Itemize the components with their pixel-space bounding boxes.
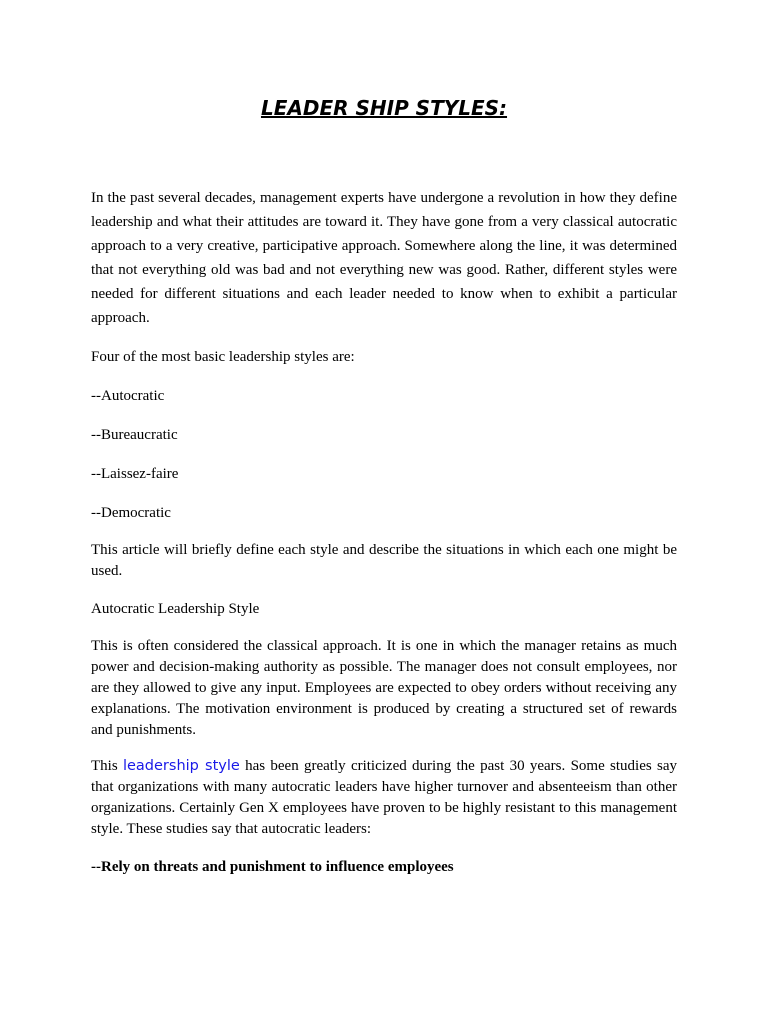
criticism-paragraph bbox=[91, 756, 677, 840]
article-paragraph: This article will briefly define each style and describe the situations in which each one might be used. bbox=[91, 542, 677, 579]
style-item-democratic: --Democratic bbox=[91, 505, 171, 521]
document-title: LEADER SHIP STYLES: bbox=[260, 96, 508, 120]
style-item-bureaucratic: --Bureaucratic bbox=[91, 427, 178, 443]
threats-item: --Rely on threats and punishment to influence employees bbox=[91, 859, 454, 875]
style-item-autocratic: --Autocratic bbox=[91, 388, 165, 404]
criticism-rest: has been greatly criticized during the past 30 years. Some studies say that organizations with many autocratic leaders have higher turnover and absenteeism than other organizations. Certainly Gen X employees have proven to be highly resistant to this management style. These studies say that autocratic leaders: bbox=[91, 758, 677, 837]
four-styles-paragraph: Four of the most basic leadership styles are: bbox=[91, 349, 355, 365]
autocratic-description: This is often considered the classical approach. It is one in which the manager retains as much power and decision-making authority as possible. The manager does not consult employees, nor are they allowed to give any input. Employees are expected to obey orders without receiving any explanations. The motivation environment is produced by creating a structured set of rewards and punishments. bbox=[91, 638, 677, 738]
style-item-laissez-faire: --Laissez-faire bbox=[91, 466, 179, 482]
document-body bbox=[91, 186, 677, 879]
criticism-prefix: This bbox=[91, 758, 123, 774]
intro-paragraph: In the past several decades, management experts have undergone a revolution in how they define leadership and what their attitudes are toward it. They have gone from a very classical autocratic approach to a very creative, participative approach. Somewhere along the line, it was determined that not everything old was bad and not everything new was good. Rather, different styles were needed for different situations and each leader needed to know when to exhibit a particular approach. bbox=[91, 190, 677, 326]
autocratic-heading: Autocratic Leadership Style bbox=[91, 601, 260, 617]
leadership-style-link[interactable]: leadership style bbox=[122, 758, 240, 774]
